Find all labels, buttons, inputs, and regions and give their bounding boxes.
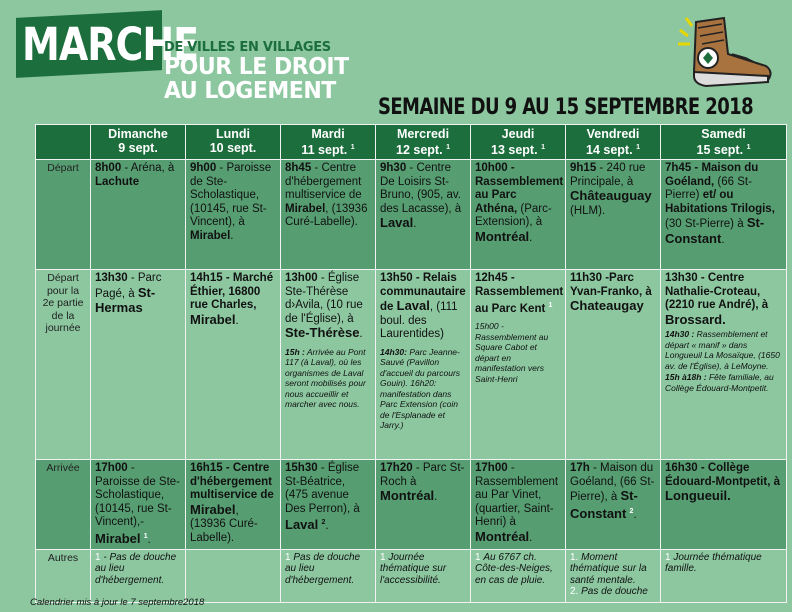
header-corner xyxy=(36,125,91,160)
cell-autres-thursday: 1 Au 6767 ch. Côte-des-Neiges, en cas de pluie. xyxy=(471,549,566,602)
cell-arrivee-thursday: 17h00 - Rassemblement au Par Vinet, (quartier, Saint-Henri) à Montréal. xyxy=(471,460,566,550)
row-label-depart: Départ xyxy=(36,160,91,270)
header-sunday: Dimanche 9 sept. xyxy=(91,125,186,160)
logo-subtitle: DE VILLES EN VILLAGES xyxy=(164,40,331,55)
footer-update-note: Calendrier mis à jour le 7 septembre2018 xyxy=(30,597,205,608)
row-autres xyxy=(36,549,787,602)
note-saturday-2: 15h à18h : Fête familiale, au Collège Édouard-Montpetit. xyxy=(665,372,774,393)
header-monday: Lundi 10 sept. xyxy=(186,125,281,160)
cell-depart2-thursday: 12h45 - Rassemblement au Parc Kent $^1$ 15h00 - Rassemblement au Square Cabot et départ en manifestation vers Saint-Henri xyxy=(471,270,566,460)
header-thursday: Jeudi 13 sept. $^1$ xyxy=(471,125,566,160)
logo-slogan-line1: POUR LE DROIT xyxy=(164,53,349,81)
cell-depart-wednesday: 9h30 - Centre De Loisirs St-Bruno, (905, av. des Lacasse), à Laval. xyxy=(376,160,471,270)
cell-depart2-wednesday: 13h50 - Relais communautaire de Laval, (111 boul. des Laurentides) 14h30: Parc Jeanne-Sauvé (Pavillon d'accueil du parcours Gouin). 16h20: manifestation dans Parc Extension (coin de l'Esplanade et Jarry.) xyxy=(376,270,471,460)
cell-depart-friday: 9h15 - 240 rue Principale, à Châteauguay (HLM). xyxy=(566,160,661,270)
schedule-table xyxy=(35,124,787,603)
cell-depart2-tuesday: 13h00 - Église Ste-Thérèse d›Avila, (10 rue de l'Église), à Ste-Thérèse. 15h : Arrivée au Pont 117 (à Laval), où les organismes de Laval seront mobilisés pour nous accueillir et marcher avec nous. xyxy=(281,270,376,460)
cell-depart2-monday: 14h15 - Marché Éthier, 16800 rue Charles, Mirabel. xyxy=(186,270,281,460)
header-wednesday: Mercredi 12 sept. $^1$ xyxy=(376,125,471,160)
cell-autres-monday xyxy=(186,549,281,602)
logo-slogan-line2: AU LOGEMENT xyxy=(164,78,336,105)
cell-arrivee-sunday: 17h00 - Paroisse de Ste-Scholastique, (10145, rue St-Vincent),- Mirabel $^1$. xyxy=(91,460,186,550)
cell-depart2-saturday: 13h30 - Centre Nathalie-Croteau, (2210 rue André), à Brossard. 14h30 : Rassemblement et départ « manif » dans Longueuil La Mosaïque, (1650 av. de l'Église), à LeMoyne. 15h à18h : Fête familiale, au Collège Édouard-Montpetit. xyxy=(661,270,787,460)
cell-autres-friday: 1. Moment thématique sur la santé mentale. 2. Pas de douche xyxy=(566,549,661,602)
cell-arrivee-tuesday: 15h30 - Église St-Béatrice, (475 avenue Des Perron), à Laval $^2$. xyxy=(281,460,376,550)
boot-icon xyxy=(676,14,776,90)
cell-depart2-sunday: 13h30 - Parc Pagé, à St-Hermas xyxy=(91,270,186,460)
cell-depart2-friday: 11h30 -Parc Yvan-Franko, à Chateaugay xyxy=(566,270,661,460)
row-depart-2 xyxy=(36,270,787,460)
cell-autres-tuesday: 1 Pas de douche au lieu d'hébergement. xyxy=(281,549,376,602)
note-saturday-1: 14h30 : Rassemblement et départ « manif » dans Longueuil La Mosaïque, (1650 av. de l'Église), à LeMoyne. xyxy=(665,329,780,371)
note-tuesday: 15h : Arrivée au Pont 117 (à Laval), où les organismes de Laval seront mobilisés pour nous accueillir et marcher avec nous. xyxy=(285,346,366,410)
cell-autres-sunday: 1 - Pas de douche au lieu d'hébergement. xyxy=(91,549,186,602)
header-tuesday: Mardi 11 sept. $^1$ xyxy=(281,125,376,160)
row-arrivee xyxy=(36,460,787,550)
logo-slogan xyxy=(164,55,349,103)
header-saturday: Samedi 15 sept. $^1$ xyxy=(661,125,787,160)
cell-arrivee-monday: 16h15 - Centre d'hébergement multiservice de Mirabel, (13936 Curé-Labelle). xyxy=(186,460,281,550)
row-label-depart-2: Départ pour la 2e partie de la journée xyxy=(36,270,91,460)
header-friday: Vendredi 14 sept. $^1$ xyxy=(566,125,661,160)
cell-depart-thursday: 10h00 - Rassemblement au Parc Athéna, (Parc-Extension), à Montréal. xyxy=(471,160,566,270)
row-depart xyxy=(36,160,787,270)
cell-arrivee-wednesday: 17h20 - Parc St-Roch à Montréal. xyxy=(376,460,471,550)
week-title: SEMAINE DU 9 AU 15 SEPTEMBRE 2018 xyxy=(378,94,753,121)
cell-autres-wednesday: 1 Journée thématique sur l'accessibilité. xyxy=(376,549,471,602)
note-thursday: 15h00 - Rassemblement au Square Cabot et départ en manifestation vers Saint-Henri xyxy=(475,321,549,384)
row-label-autres: Autres xyxy=(36,549,91,602)
header-row xyxy=(36,125,787,160)
row-label-arrivee: Arrivée xyxy=(36,460,91,550)
cell-depart-sunday: 8h00 - Aréna, à Lachute xyxy=(91,160,186,270)
cell-arrivee-friday: 17h - Maison du Goéland, (66 St-Pierre), à St-Constant $^2$. xyxy=(566,460,661,550)
cell-autres-saturday: 1 Journée thématique famille. xyxy=(661,549,787,602)
note-wednesday: 14h30: Parc Jeanne-Sauvé (Pavillon d'accueil du parcours Gouin). 16h20: manifestation dans Parc Extension (coin de l'Esplanade et Jarry.) xyxy=(380,346,461,431)
logo-marche: MARCHE xyxy=(22,18,199,71)
cell-depart-saturday: 7h45 - Maison du Goéland, (66 St-Pierre) et/ ou Habitations Trilogis, (30 St-Pierre) à St-Constant. xyxy=(661,160,787,270)
cell-depart-monday: 9h00 - Paroisse de Ste-Scholastique, (10145, rue St-Vincent), à Mirabel. xyxy=(186,160,281,270)
cell-depart-tuesday: 8h45 - Centre d'hébergement multiservice de Mirabel, (13936 Curé-Labelle). xyxy=(281,160,376,270)
cell-arrivee-saturday: 16h30 - Collège Édouard-Montpetit, à Longueuil. xyxy=(661,460,787,550)
